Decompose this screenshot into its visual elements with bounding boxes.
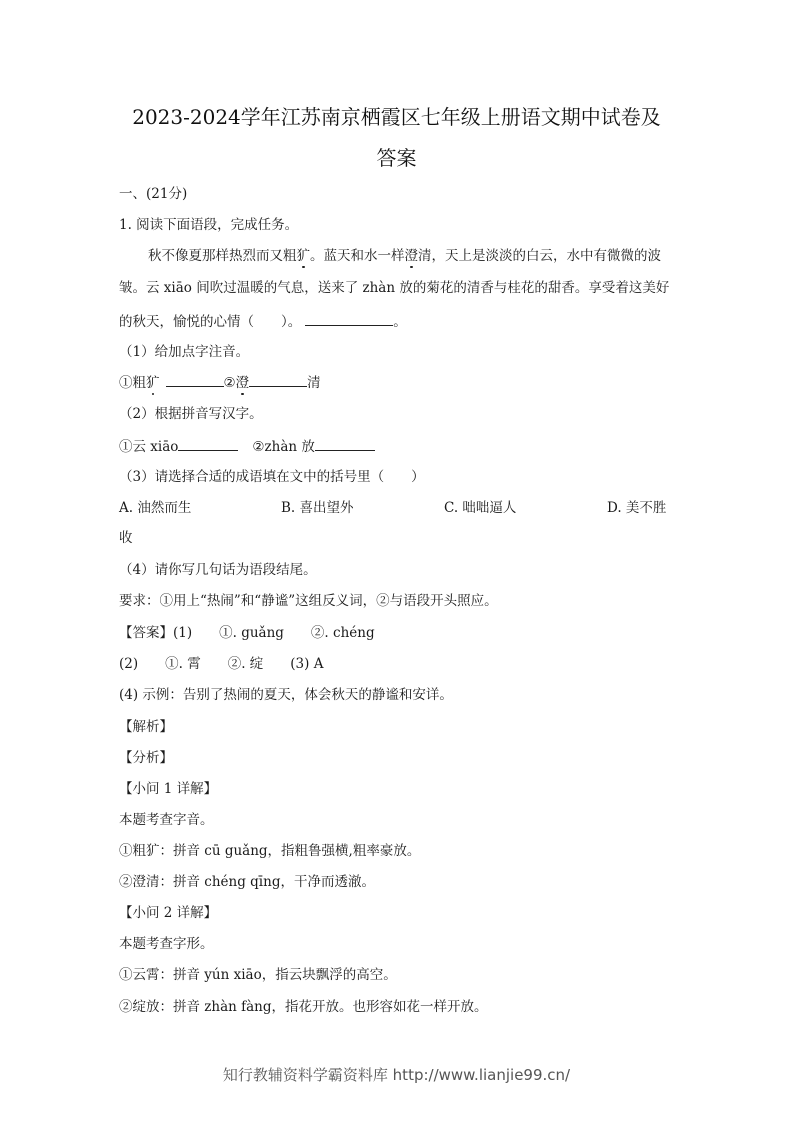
blank-2a [178, 438, 238, 451]
q2-explain-b: ②绽放：拼音 zhàn fàng，指花开放。也形容如花一样开放。 [119, 999, 488, 1015]
question-1: 1. 阅读下面语段，完成任务。 [119, 217, 299, 233]
blank-1a [166, 374, 224, 387]
dotted-char-cheng: 澄 [404, 248, 418, 264]
sub-question-1: （1）给加点字注音。 [119, 344, 250, 360]
analysis-heading: 【解析】 [119, 719, 173, 735]
dotted-char-guang: 犷 [296, 248, 310, 264]
fenxi-heading: 【分析】 [119, 750, 173, 766]
answer-line-1: 【答案】(1) ①. guǎng ②. chéng [119, 625, 375, 641]
blank-1b [249, 374, 307, 387]
answer-line-3: (4) 示例：告别了热闹的夏天，体会秋天的静谧和安详。 [119, 687, 453, 703]
option-d: D. 美不胜 [607, 500, 667, 516]
option-a: A. 油然而生 [119, 500, 192, 516]
option-c: C. 咄咄逼人 [444, 500, 517, 516]
sub-question-4: （4）请你写几句话为语段结尾。 [119, 562, 317, 578]
q1-detail-heading: 【小问 1 详解】 [119, 781, 218, 797]
q1-explain-a: ①粗犷：拼音 cū guǎng，指粗鲁强横,粗率豪放。 [119, 843, 421, 859]
q2-intro: 本题考查字形。 [119, 936, 214, 952]
q1-intro: 本题考查字音。 [119, 812, 214, 828]
sub2-blanks: ①云 xiāo ②zhàn 放 [119, 438, 375, 455]
passage-line-1: 秋不像夏那样热烈而又粗犷。蓝天和水一样澄清，天上是淡淡的白云，水中有微微的波 [148, 248, 661, 264]
option-d-wrap: 收 [119, 530, 133, 546]
options-row [119, 500, 679, 516]
q2-detail-heading: 【小问 2 详解】 [119, 905, 218, 921]
sub-question-2: （2）根据拼音写汉字。 [119, 406, 263, 422]
q1-explain-b: ②澄清：拼音 chéng qīng，干净而透澈。 [119, 874, 375, 890]
option-b: B. 喜出望外 [281, 500, 354, 516]
sub-question-3: （3）请选择合适的成语填在文中的括号里（ ） [119, 469, 425, 485]
passage-line-3: 的秋天，愉悦的心情（ ）。 。 [119, 314, 407, 330]
sub4-requirement: 要求：①用上“热闹”和“静谧”这组反义词，②与语段开头照应。 [119, 593, 498, 609]
answer-line-2: (2) ①. 霄 ②. 绽 (3) A [119, 656, 324, 672]
section-heading: 一、(21分) [119, 186, 188, 202]
q2-explain-a: ①云霄：拼音 yún xiāo，指云块飘浮的高空。 [119, 967, 397, 983]
footer-watermark: 知行教辅资料学霸资料库 http://www.lianjie99.cn/ [222, 1066, 571, 1084]
answer-blank [305, 313, 393, 326]
passage-line-2: 皱。云 xiāo 间吹过温暖的气息，送来了 zhàn 放的菊花的清香与桂花的甜香。享受着这美好 [119, 280, 670, 296]
doc-title-line1: 2023-2024学年江苏南京栖霞区七年级上册语文期中试卷及 [132, 105, 661, 129]
sub1-blanks: ①粗犷 ②澄 清 [119, 375, 321, 391]
doc-title-line2: 答案 [376, 146, 417, 170]
blank-2b [315, 438, 375, 451]
